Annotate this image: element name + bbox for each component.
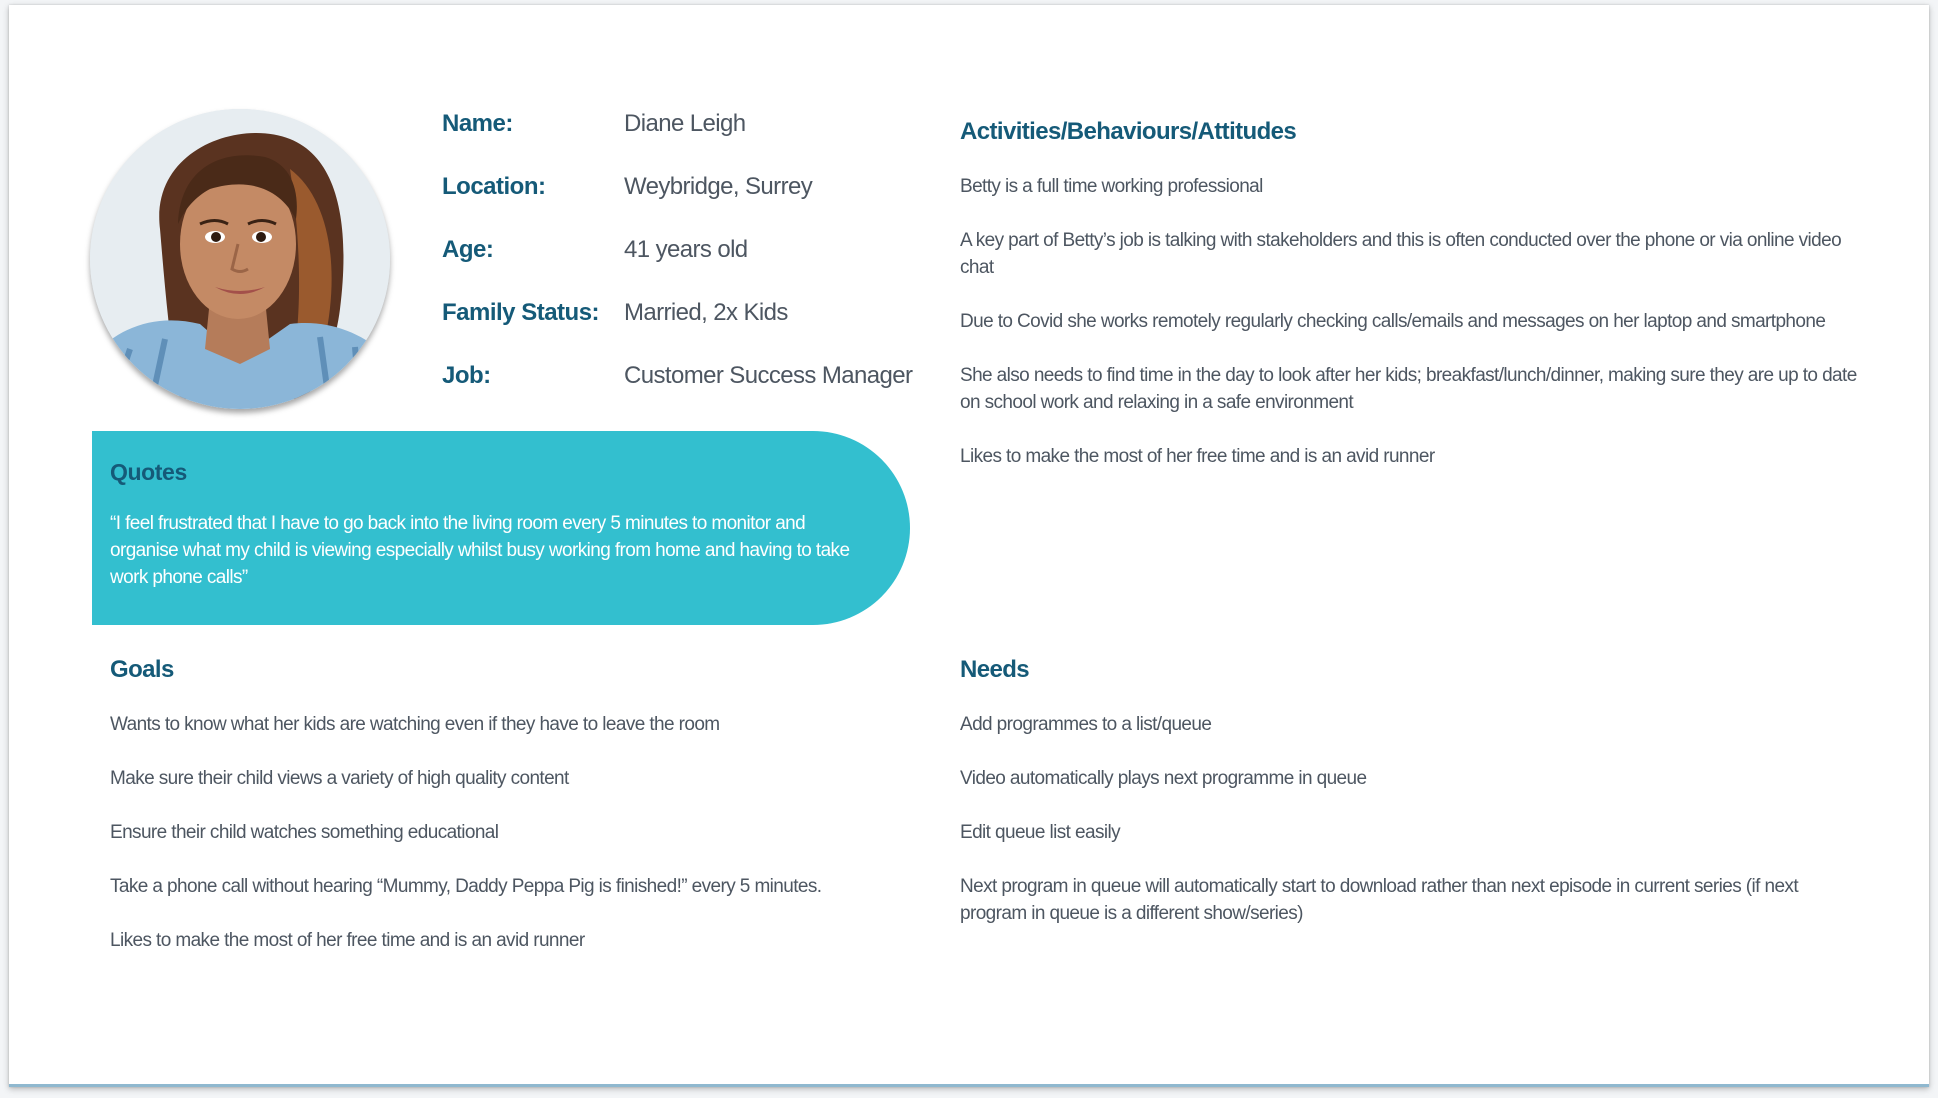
goal-item: Ensure their child watches something educational bbox=[110, 822, 499, 843]
activity-item: Betty is a full time working professional bbox=[960, 176, 1263, 197]
goal-item: Take a phone call without hearing “Mummy, Daddy Peppa Pig is finished!” every 5 minutes. bbox=[110, 876, 822, 897]
activity-item: Likes to make the most of her free time and is an avid runner bbox=[960, 446, 1435, 467]
needs-section bbox=[960, 656, 1860, 954]
location-label: Location: bbox=[442, 173, 546, 200]
quote-text: “I feel frustrated that I have to go back into the living room every 5 minutes to monitor and organise what my child is viewing especially whilst busy working from home and having to take work phone calls” bbox=[110, 513, 850, 588]
activity-item: A key part of Betty’s job is talking with stakeholders and this is often conducted over the phone or via online video chat bbox=[960, 230, 1842, 278]
quotes-title: Quotes bbox=[110, 459, 187, 485]
goals-section bbox=[110, 656, 910, 981]
activities-title: Activities/Behaviours/Attitudes bbox=[960, 118, 1297, 145]
age-label: Age: bbox=[442, 236, 494, 263]
persona-photo bbox=[90, 109, 390, 409]
activities-section bbox=[960, 118, 1860, 497]
persona-photo-illustration bbox=[90, 109, 390, 409]
activities-list bbox=[960, 173, 1860, 470]
family-status-value: Married, 2x Kids bbox=[624, 299, 788, 326]
need-item: Next program in queue will automatically start to download rather than next episode in current series (if next program in queue is a different show/series) bbox=[960, 876, 1799, 924]
needs-title: Needs bbox=[960, 656, 1030, 683]
goals-title: Goals bbox=[110, 656, 174, 683]
quote-box bbox=[92, 431, 910, 625]
goal-item: Make sure their child views a variety of high quality content bbox=[110, 768, 569, 789]
needs-list bbox=[960, 711, 1860, 927]
goal-item: Wants to know what her kids are watching even if they have to leave the room bbox=[110, 714, 720, 735]
family-status-label: Family Status: bbox=[442, 299, 600, 326]
age-value: 41 years old bbox=[624, 236, 748, 263]
job-label: Job: bbox=[442, 362, 491, 389]
persona-card bbox=[9, 5, 1929, 1087]
need-item: Edit queue list easily bbox=[960, 822, 1121, 843]
job-value: Customer Success Manager bbox=[624, 362, 913, 389]
name-label: Name: bbox=[442, 110, 513, 137]
location-value: Weybridge, Surrey bbox=[624, 173, 813, 200]
goal-item: Likes to make the most of her free time and is an avid runner bbox=[110, 930, 585, 951]
activity-item: She also needs to find time in the day to look after her kids; breakfast/lunch/dinner, making sure they are up to date on school work and relaxing in a safe environment bbox=[960, 365, 1857, 413]
need-item: Add programmes to a list/queue bbox=[960, 714, 1212, 735]
need-item: Video automatically plays next programme in queue bbox=[960, 768, 1367, 789]
activity-item: Due to Covid she works remotely regularly checking calls/emails and messages on her laptop and smartphone bbox=[960, 311, 1826, 332]
name-value: Diane Leigh bbox=[624, 110, 746, 137]
goals-list bbox=[110, 711, 910, 954]
